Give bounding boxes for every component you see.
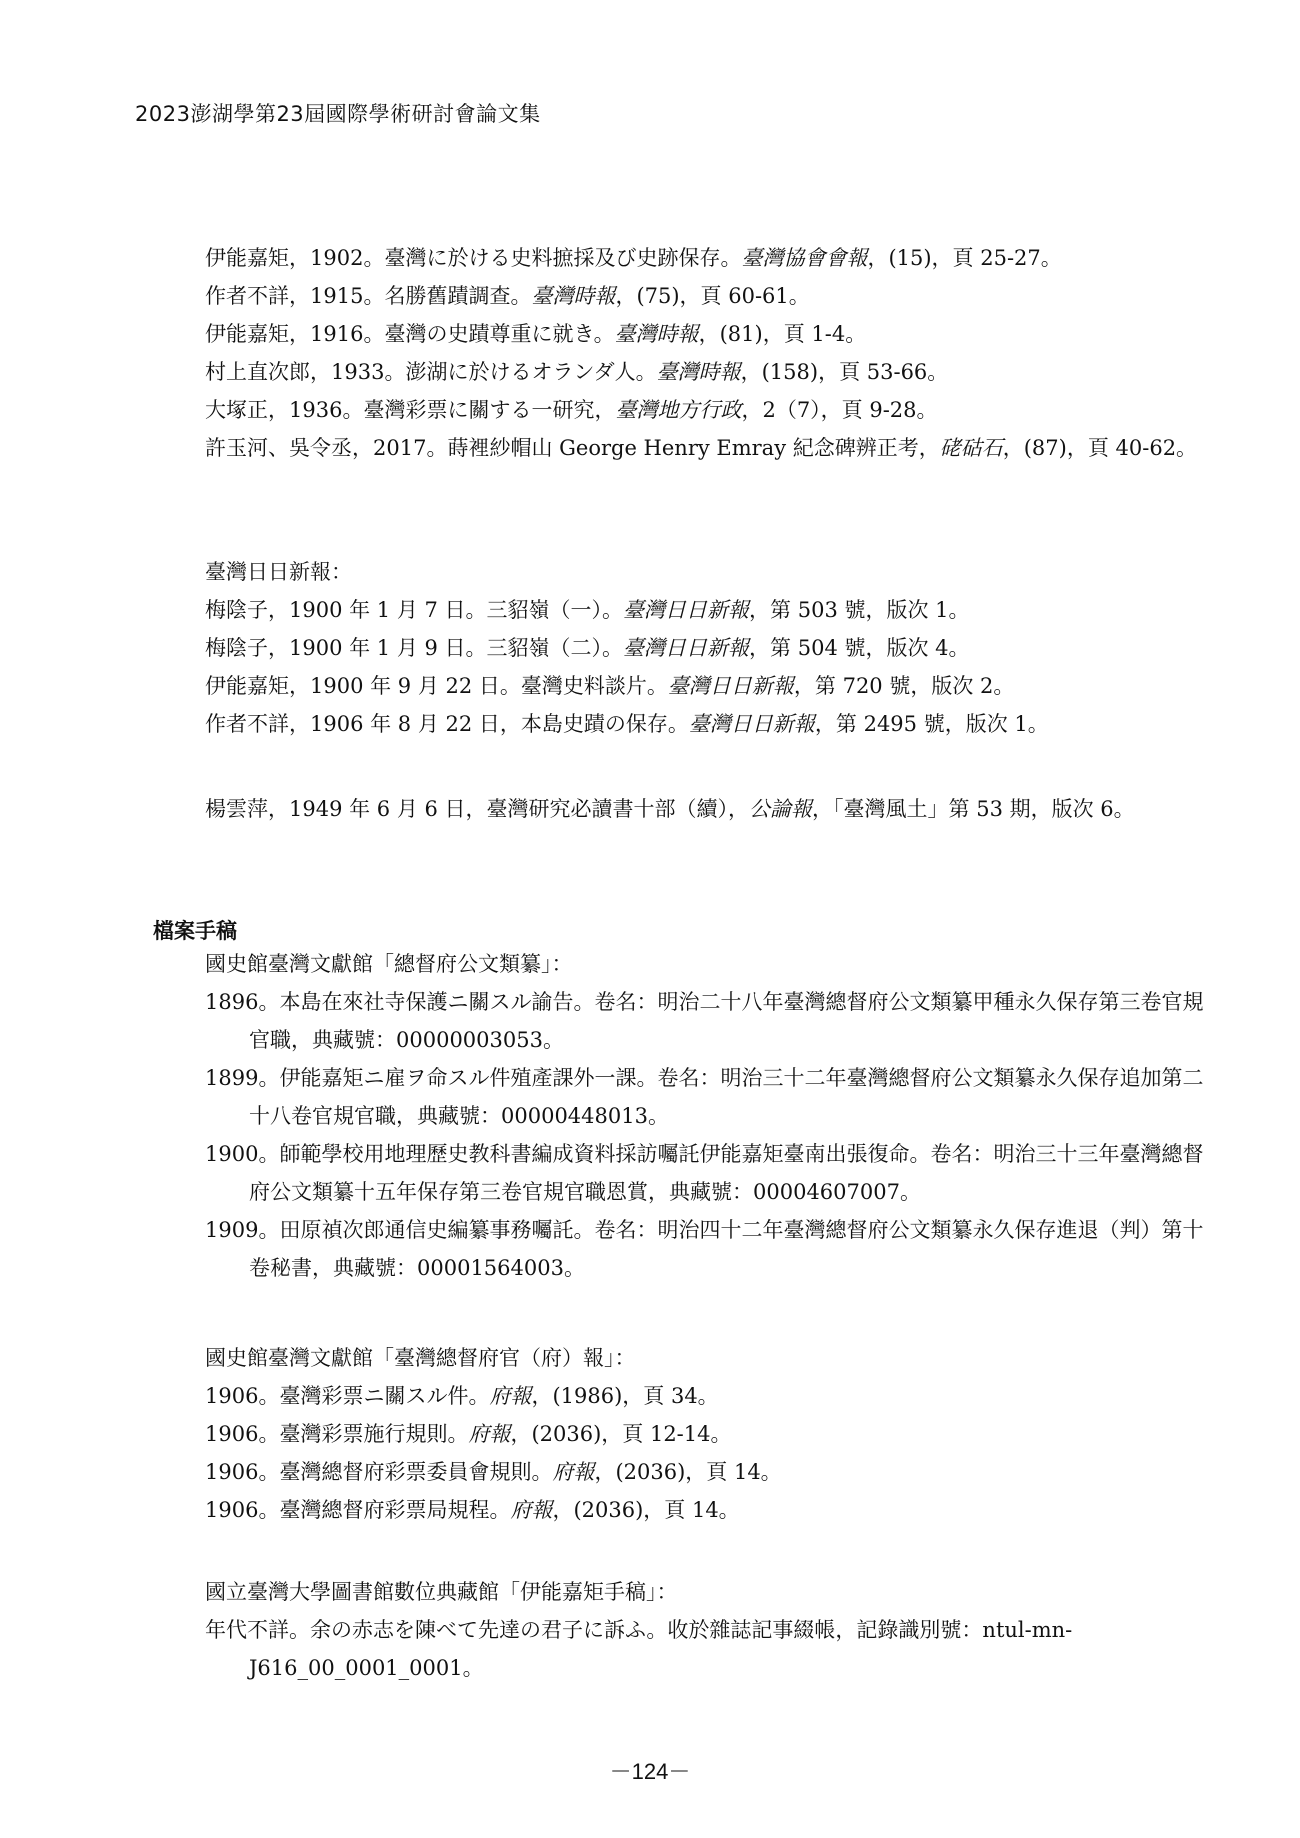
archive-entry: 1900。師範學校用地理歷史教科書編成資料採訪囑託伊能嘉矩臺南出張復命。卷名：明治三十三年臺灣總督府公文類纂十五年保存第三卷官規官職恩賞，典藏號：00004607007。 <box>205 1142 1204 1204</box>
gazette-references <box>0 1339 1300 1529</box>
reference-entry: 梅陰子，1900 年 1 月 7 日。三貂嶺（一）。臺灣日日新報，第 503 號，版次 1。 <box>205 598 970 622</box>
manuscript-references <box>0 1573 1300 1687</box>
reference-entry: 楊雲萍，1949 年 6 月 6 日，臺灣研究必讀書十部（續），公論報，「臺灣風土」第 53 期，版次 6。 <box>205 797 1135 821</box>
page-number: －124－ <box>609 1759 691 1784</box>
gazette-entry: 1906。臺灣彩票施行規則。府報，(2036)，頁 12-14。 <box>205 1422 732 1446</box>
reference-entry: 村上直次郎，1933。澎湖に於けるオランダ人。臺灣時報，(158)，頁 53-66。 <box>205 360 949 384</box>
archive-heading: 國史館臺灣文獻館「總督府公文類纂」： <box>205 952 573 976</box>
reference-entry: 許玉河、吳令丞，2017。蒔裡紗帽山 George Henry Emray 紀念碑辨正考，硓𥑮石，(87)，頁 40-62。 <box>205 436 1198 460</box>
archive-entry: 1899。伊能嘉矩ニ雇ヲ命スル件殖產課外一課。卷名：明治三十二年臺灣總督府公文類纂永久保存追加第二十八卷官規官職，典藏號：00000448013。 <box>205 1066 1204 1128</box>
reference-entry: 伊能嘉矩，1900 年 9 月 22 日。臺灣史料談片。臺灣日日新報，第 720 號，版次 2。 <box>205 674 1015 698</box>
section-title-archives: 檔案手稿 <box>153 919 237 943</box>
archive-references <box>0 945 1300 1287</box>
archive-entry: 1896。本島在來社寺保護ニ關スル諭告。卷名：明治二十八年臺灣總督府公文類纂甲種永久保存第三卷官規官職，典藏號：00000003053。 <box>205 990 1204 1052</box>
gazette-entry: 1906。臺灣總督府彩票局規程。府報，(2036)，頁 14。 <box>205 1498 740 1522</box>
running-header: 2023澎湖學第23屆國際學術研討會論文集 <box>135 102 541 126</box>
reference-entry: 伊能嘉矩，1916。臺灣の史蹟尊重に就き。臺灣時報，(81)，頁 1-4。 <box>205 322 867 346</box>
manuscript-heading: 國立臺灣大學圖書館數位典藏館「伊能嘉矩手稿」： <box>205 1580 678 1604</box>
reference-entry: 大塚正，1936。臺灣彩票に關する一研究，臺灣地方行政，2（7），頁 9-28。 <box>205 398 938 422</box>
gazette-heading: 國史館臺灣文獻館「臺灣總督府官（府）報」： <box>205 1346 636 1370</box>
gazette-entry: 1906。臺灣彩票ニ關スル件。府報，(1986)，頁 34。 <box>205 1384 719 1408</box>
newspaper-references <box>0 553 1300 743</box>
reference-entry: 伊能嘉矩，1902。臺灣に於ける史料摭採及び史跡保存。臺灣協會會報，(15)，頁 25-27。 <box>205 246 1062 270</box>
reference-entry: 梅陰子，1900 年 1 月 9 日。三貂嶺（二）。臺灣日日新報，第 504 號，版次 4。 <box>205 636 970 660</box>
reference-entry: 作者不詳，1915。名勝舊蹟調查。臺灣時報，(75)，頁 60-61。 <box>205 284 810 308</box>
newspaper-reference-yang <box>0 790 1300 828</box>
journal-references <box>0 239 1300 467</box>
archive-entry: 1909。田原禎次郎通信史編纂事務囑託。卷名：明治四十二年臺灣總督府公文類纂永久保存進退（判）第十卷秘書，典藏號：00001564003。 <box>205 1218 1204 1280</box>
manuscript-entry: 年代不詳。余の赤志を陳べて先達の君子に訴ふ。收於雜誌記事綴帳，記錄識別號：ntul-mn-J616_00_0001_0001。 <box>205 1618 1073 1680</box>
reference-entry: 作者不詳，1906 年 8 月 22 日，本島史蹟の保存。臺灣日日新報，第 2495 號，版次 1。 <box>205 712 1049 736</box>
newspaper-heading: 臺灣日日新報： <box>205 560 352 584</box>
gazette-entry: 1906。臺灣總督府彩票委員會規則。府報，(2036)，頁 14。 <box>205 1460 782 1484</box>
